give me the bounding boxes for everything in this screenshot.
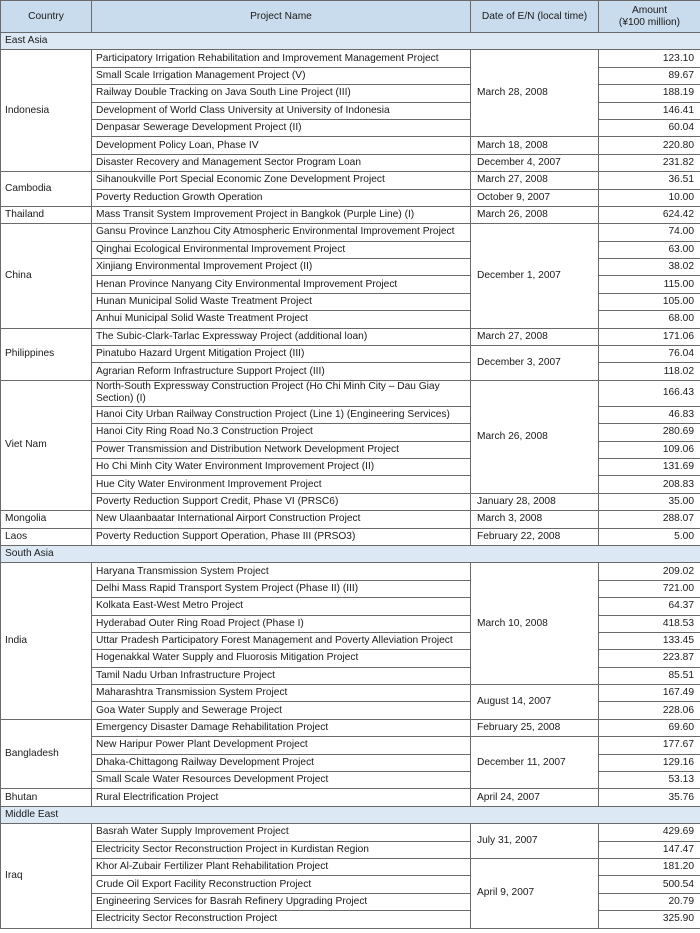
amount-cell: 129.16 (599, 754, 700, 771)
date-cell: August 14, 2007 (471, 685, 599, 720)
amount-cell: 500.54 (599, 876, 700, 893)
date-cell: October 9, 2007 (471, 189, 599, 206)
project-name-cell: Delhi Mass Rapid Transport System Project (Phase II) (III) (92, 580, 471, 597)
project-name-cell: Hyderabad Outer Ring Road Project (Phase I) (92, 615, 471, 632)
date-cell: March 10, 2008 (471, 563, 599, 685)
table-row (1, 493, 700, 510)
amount-cell: 118.02 (599, 363, 700, 380)
region-name: Middle East (1, 806, 700, 823)
country-cell: Laos (1, 528, 92, 545)
amount-cell: 325.90 (599, 911, 700, 928)
country-cell: Cambodia (1, 172, 92, 207)
amount-cell: 60.04 (599, 119, 700, 136)
header-date: Date of E/N (local time) (471, 1, 599, 33)
region-name: East Asia (1, 33, 700, 50)
region-row (1, 545, 700, 562)
amount-cell: 624.42 (599, 206, 700, 223)
project-name-cell: Xinjiang Environmental Improvement Project (II) (92, 259, 471, 276)
project-name-cell: Mass Transit System Improvement Project in Bangkok (Purple Line) (I) (92, 206, 471, 223)
amount-cell: 209.02 (599, 563, 700, 580)
amount-cell: 288.07 (599, 511, 700, 528)
header-amount (599, 1, 700, 33)
project-name-cell: Uttar Pradesh Participatory Forest Management and Poverty Alleviation Project (92, 632, 471, 649)
table-row (1, 346, 700, 363)
project-name-cell: Poverty Reduction Growth Operation (92, 189, 471, 206)
amount-cell: 181.20 (599, 858, 700, 875)
amount-cell: 167.49 (599, 685, 700, 702)
amount-cell: 429.69 (599, 824, 700, 841)
project-name-cell: Electricity Sector Reconstruction Project (92, 911, 471, 928)
project-name-cell: Hogenakkal Water Supply and Fluorosis Mitigation Project (92, 650, 471, 667)
date-cell: April 24, 2007 (471, 789, 599, 806)
amount-cell: 76.04 (599, 346, 700, 363)
project-name-cell: Hunan Municipal Solid Waste Treatment Project (92, 293, 471, 310)
amount-cell: 208.83 (599, 476, 700, 493)
table-row (1, 137, 700, 154)
table-row (1, 528, 700, 545)
amount-cell: 35.00 (599, 493, 700, 510)
amount-cell: 109.06 (599, 441, 700, 458)
amount-cell: 69.60 (599, 719, 700, 736)
project-name-cell: North-South Expressway Construction Project (Ho Chi Minh City – Dau Giay Section) (I) (92, 380, 471, 406)
project-name-cell: Development of World Class University at University of Indonesia (92, 102, 471, 119)
table-row (1, 154, 700, 171)
date-cell: April 9, 2007 (471, 858, 599, 928)
country-cell: China (1, 224, 92, 328)
country-cell: Mongolia (1, 511, 92, 528)
project-name-cell: Dhaka-Chittagong Railway Development Project (92, 754, 471, 771)
amount-cell: 36.51 (599, 172, 700, 189)
project-name-cell: Crude Oil Export Facility Reconstruction Project (92, 876, 471, 893)
amount-cell: 85.51 (599, 667, 700, 684)
table-row (1, 224, 700, 241)
amount-cell: 280.69 (599, 424, 700, 441)
amount-cell: 123.10 (599, 50, 700, 67)
country-cell: India (1, 563, 92, 720)
amount-cell: 147.47 (599, 841, 700, 858)
project-name-cell: Maharashtra Transmission System Project (92, 685, 471, 702)
date-cell: March 28, 2008 (471, 50, 599, 137)
project-name-cell: Tamil Nadu Urban Infrastructure Project (92, 667, 471, 684)
table-row (1, 824, 700, 841)
date-cell: March 26, 2008 (471, 206, 599, 223)
project-name-cell: Agrarian Reform Infrastructure Support Project (III) (92, 363, 471, 380)
table-row (1, 380, 700, 406)
country-cell: Indonesia (1, 50, 92, 172)
project-name-cell: Pinatubo Hazard Urgent Mitigation Project (III) (92, 346, 471, 363)
header-country: Country (1, 1, 92, 33)
amount-cell: 228.06 (599, 702, 700, 719)
amount-cell: 223.87 (599, 650, 700, 667)
project-name-cell: Goa Water Supply and Sewerage Project (92, 702, 471, 719)
date-cell: March 18, 2008 (471, 137, 599, 154)
amount-cell: 46.83 (599, 406, 700, 423)
project-name-cell: Electricity Sector Reconstruction Project in Kurdistan Region (92, 841, 471, 858)
amount-cell: 35.76 (599, 789, 700, 806)
table-row (1, 189, 700, 206)
region-row (1, 33, 700, 50)
project-name-cell: Denpasar Sewerage Development Project (II) (92, 119, 471, 136)
amount-cell: 146.41 (599, 102, 700, 119)
amount-cell: 20.79 (599, 893, 700, 910)
amount-cell: 418.53 (599, 615, 700, 632)
project-name-cell: Emergency Disaster Damage Rehabilitation Project (92, 719, 471, 736)
project-name-cell: Henan Province Nanyang City Environmental Improvement Project (92, 276, 471, 293)
amount-cell: 68.00 (599, 311, 700, 328)
project-name-cell: Qinghai Ecological Environmental Improvement Project (92, 241, 471, 258)
amount-cell: 133.45 (599, 632, 700, 649)
amount-cell: 105.00 (599, 293, 700, 310)
header-amount-unit: (¥100 million) (618, 16, 681, 28)
table-row (1, 511, 700, 528)
project-name-cell: Poverty Reduction Support Operation, Phase III (PRSO3) (92, 528, 471, 545)
amount-cell: 89.67 (599, 67, 700, 84)
country-cell: Bhutan (1, 789, 92, 806)
project-name-cell: Disaster Recovery and Management Sector Program Loan (92, 154, 471, 171)
project-name-cell: Ho Chi Minh City Water Environment Improvement Project (II) (92, 458, 471, 475)
project-name-cell: Rural Electrification Project (92, 789, 471, 806)
date-cell: July 31, 2007 (471, 824, 599, 859)
amount-cell: 64.37 (599, 598, 700, 615)
amount-cell: 131.69 (599, 458, 700, 475)
project-name-cell: The Subic-Clark-Tarlac Expressway Project (additional loan) (92, 328, 471, 345)
table-row (1, 328, 700, 345)
amount-cell: 220.80 (599, 137, 700, 154)
project-name-cell: Engineering Services for Basrah Refinery Upgrading Project (92, 893, 471, 910)
table-row (1, 206, 700, 223)
table-row (1, 789, 700, 806)
date-cell: December 4, 2007 (471, 154, 599, 171)
project-name-cell: New Ulaanbaatar International Airport Construction Project (92, 511, 471, 528)
amount-cell: 171.06 (599, 328, 700, 345)
amount-cell: 231.82 (599, 154, 700, 171)
amount-cell: 74.00 (599, 224, 700, 241)
table-row (1, 563, 700, 580)
amount-cell: 63.00 (599, 241, 700, 258)
amount-cell: 721.00 (599, 580, 700, 597)
region-row (1, 806, 700, 823)
project-name-cell: Anhui Municipal Solid Waste Treatment Project (92, 311, 471, 328)
date-cell: December 1, 2007 (471, 224, 599, 328)
project-name-cell: Hanoi City Urban Railway Construction Project (Line 1) (Engineering Services) (92, 406, 471, 423)
header-amount-label: Amount (631, 4, 668, 16)
project-name-cell: Railway Double Tracking on Java South Line Project (III) (92, 85, 471, 102)
project-name-cell: Development Policy Loan, Phase IV (92, 137, 471, 154)
date-cell: January 28, 2008 (471, 493, 599, 510)
date-cell: February 22, 2008 (471, 528, 599, 545)
amount-cell: 5.00 (599, 528, 700, 545)
project-name-cell: Basrah Water Supply Improvement Project (92, 824, 471, 841)
date-cell: March 3, 2008 (471, 511, 599, 528)
country-cell: Iraq (1, 824, 92, 928)
country-cell: Philippines (1, 328, 92, 380)
project-name-cell: Hanoi City Ring Road No.3 Construction Project (92, 424, 471, 441)
date-cell: December 11, 2007 (471, 737, 599, 789)
project-name-cell: Small Scale Water Resources Development Project (92, 772, 471, 789)
project-name-cell: Haryana Transmission System Project (92, 563, 471, 580)
table-row (1, 719, 700, 736)
date-cell: December 3, 2007 (471, 346, 599, 381)
project-name-cell: Poverty Reduction Support Credit, Phase VI (PRSC6) (92, 493, 471, 510)
header-project-name: Project Name (92, 1, 471, 33)
project-name-cell: Sihanoukville Port Special Economic Zone Development Project (92, 172, 471, 189)
amount-cell: 38.02 (599, 259, 700, 276)
project-name-cell: Hue City Water Environment Improvement Project (92, 476, 471, 493)
country-cell: Thailand (1, 206, 92, 223)
table-row (1, 685, 700, 702)
table-row (1, 737, 700, 754)
amount-cell: 115.00 (599, 276, 700, 293)
table-row (1, 50, 700, 67)
country-cell: Viet Nam (1, 380, 92, 510)
header-row (1, 1, 700, 33)
project-name-cell: Khor Al-Zubair Fertilizer Plant Rehabilitation Project (92, 858, 471, 875)
project-name-cell: Kolkata East-West Metro Project (92, 598, 471, 615)
country-cell: Bangladesh (1, 719, 92, 789)
table-row (1, 858, 700, 875)
project-name-cell: New Haripur Power Plant Development Project (92, 737, 471, 754)
amount-cell: 53.13 (599, 772, 700, 789)
region-name: South Asia (1, 545, 700, 562)
table-body (1, 33, 700, 929)
amount-cell: 166.43 (599, 380, 700, 406)
amount-cell: 10.00 (599, 189, 700, 206)
amount-cell: 177.67 (599, 737, 700, 754)
date-cell: March 26, 2008 (471, 380, 599, 493)
project-name-cell: Participatory Irrigation Rehabilitation and Improvement Management Project (92, 50, 471, 67)
date-cell: March 27, 2008 (471, 328, 599, 345)
amount-cell: 188.19 (599, 85, 700, 102)
project-name-cell: Gansu Province Lanzhou City Atmospheric Environmental Improvement Project (92, 224, 471, 241)
date-cell: March 27, 2008 (471, 172, 599, 189)
project-name-cell: Small Scale Irrigation Management Project (V) (92, 67, 471, 84)
table-row (1, 172, 700, 189)
project-name-cell: Power Transmission and Distribution Network Development Project (92, 441, 471, 458)
date-cell: February 25, 2008 (471, 719, 599, 736)
